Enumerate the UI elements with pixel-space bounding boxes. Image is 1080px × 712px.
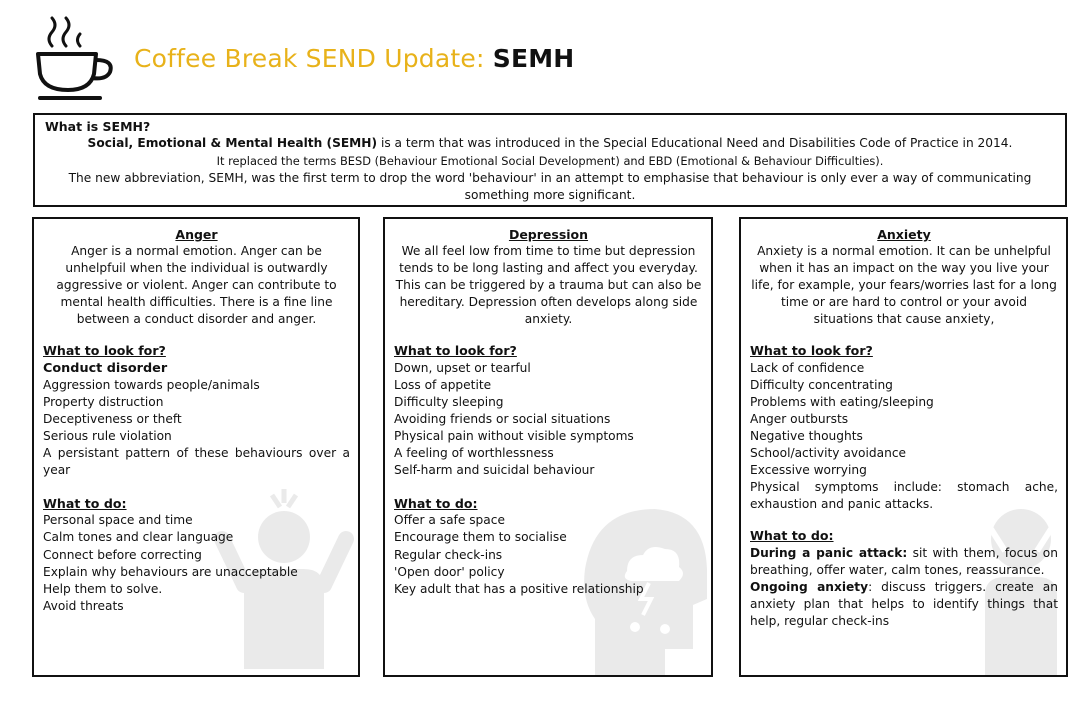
list-item: Excessive worrying [750,463,867,478]
depression-do-list [394,512,703,597]
anxiety-panic-label: During a panic attack: [750,545,908,560]
list-item: Difficulty concentrating [750,377,893,392]
list-item: Deceptiveness or theft [43,411,182,426]
list-item: Connect before correcting [43,547,202,562]
title-lead: Coffee Break SEND Update: [134,44,493,73]
list-item: Physical symptoms include: stomach ache, exhaustion and panic attacks. [750,480,1058,512]
anger-do-list [43,512,350,615]
list-item: Calm tones and clear language [43,530,234,545]
anger-panel [32,217,360,677]
intro-line-3: The new abbreviation, SEMH, was the first term to drop the word 'behaviour' in an attempt to emphasise that behaviour is only ever a way of communicating something more significant. [68,170,1032,203]
anxiety-panel [739,217,1068,677]
page-title [134,44,574,73]
list-item: Regular check-ins [394,547,503,562]
list-item: Offer a safe space [394,513,505,528]
list-item: School/activity avoidance [750,446,907,461]
list-item: Negative thoughts [750,428,863,443]
intro-line-1 [45,135,1055,152]
intro-line-1-rest: is a term that was introduced in the Special Educational Need and Disabilities Code of Practice in 2014. [377,136,1013,151]
anxiety-ongoing-label: Ongoing anxiety [750,579,869,594]
list-item: Aggression towards people/animals [43,377,260,392]
anxiety-look-heading: What to look for? [750,343,873,359]
list-item: Property distruction [43,394,164,409]
anxiety-heading: Anxiety [877,227,931,242]
list-item: Lack of confidence [750,360,865,375]
anger-look-heading: What to look for? [43,343,166,359]
list-item: A persistant pattern of these behaviours over a year [43,446,350,478]
list-item: Explain why behaviours are unacceptable [43,564,298,579]
anxiety-ongoing-text: : discuss triggers. create an anxiety plan that helps to identify things that help, regular check-ins [750,579,1058,628]
anger-description: Anger is a normal emotion. Anger can be unhelpfuil when the individual is outwardly aggressive or violent. Anger can contribute to mental health difficulties. There is a fine line between a conduct disorder and anger. [56,244,337,327]
list-item: Encourage them to socialise [394,530,567,545]
depression-do-heading: What to do: [394,496,478,512]
list-item: Avoiding friends or social situations [394,411,611,426]
intro-line-2: It replaced the terms BESD (Behaviour Emotional Social Development) and EBD (Emotional & Behaviour Difficulties). [216,153,884,168]
coffee-cup-icon [30,14,122,106]
anger-do-heading: What to do: [43,496,127,512]
depression-description: We all feel low from time to time but depression tends to be long lasting and affect you everyday. This can be triggered by a trauma but can also be hereditary. Depression often develops along side anxiety. [395,244,702,327]
list-item: A feeling of worthlessness [394,446,554,461]
anger-look-list [43,377,350,480]
anxiety-panic-paragraph [750,545,1058,579]
list-item: Avoid threats [43,598,124,613]
list-item: Key adult that has a positive relationship [394,581,644,596]
list-item: Down, upset or tearful [394,360,531,375]
title-strong: SEMH [492,44,575,73]
anger-heading: Anger [175,227,218,242]
list-item: Problems with eating/sleeping [750,394,934,409]
list-item: Difficulty sleeping [394,394,504,409]
depression-heading: Depression [508,227,589,242]
anxiety-look-list [750,360,1058,514]
anxiety-panic-text: sit with them, focus on breathing, offer water, calm tones, reassurance. [750,545,1058,577]
depression-look-heading: What to look for? [394,343,517,359]
depression-panel [383,217,713,677]
list-item: Anger outbursts [750,411,849,426]
list-item: Help them to solve. [43,581,163,596]
anxiety-ongoing-paragraph [750,579,1058,630]
intro-question: What is SEMH? [45,119,151,134]
list-item: Personal space and time [43,513,193,528]
list-item: 'Open door' policy [394,564,505,579]
list-item: Self-harm and suicidal behaviour [394,463,595,478]
anger-look-subheading: Conduct disorder [43,360,168,376]
intro-box [33,113,1067,207]
depression-look-list [394,360,703,480]
list-item: Physical pain without visible symptoms [394,428,634,443]
list-item: Serious rule violation [43,428,172,443]
intro-line-1-bold: Social, Emotional & Mental Health (SEMH) [87,136,378,151]
anxiety-do-heading: What to do: [750,528,834,544]
list-item: Loss of appetite [394,377,492,392]
anxiety-description: Anxiety is a normal emotion. It can be unhelpful when it has an impact on the way you live your life, for example, your fears/worries last for a long time or are hard to control or your avoid situations that cause anxiety, [751,244,1057,327]
